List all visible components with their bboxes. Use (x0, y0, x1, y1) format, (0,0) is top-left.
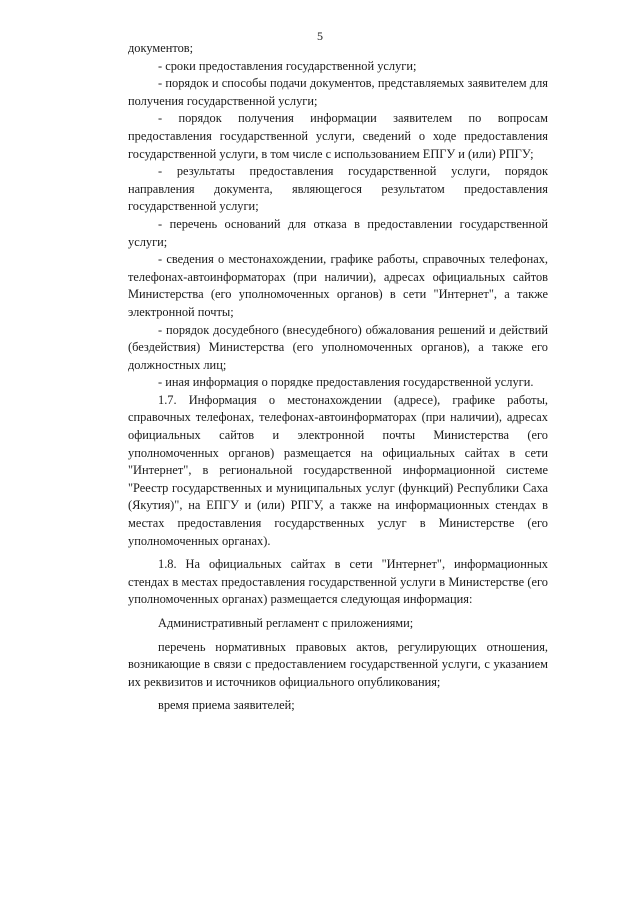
list-item-contact-info: - сведения о местонахождении, графике работы, справочных телефонах, телефонах-автоинформаторах (при наличии), адресах официальных сайтов Министерства (его уполномоченных органов) в сети "Интернет", а также электронной почты; (128, 252, 548, 319)
info-item-reception-time: время приема заявителей; (158, 698, 295, 713)
info-item-regulation: Административный регламент с приложениями; (158, 616, 414, 630)
list-item-other-information: - иная информация о порядке предоставления государственной услуги. (158, 375, 534, 390)
list-item-refusal-grounds: - перечень оснований для отказа в предоставлении государственной услуги; (128, 216, 548, 249)
page-number: 5 (317, 29, 323, 43)
section-1-8: 1.8. На официальных сайтах в сети "Интернет", информационных стендах в местах предоставления государственной услуги в Министерстве (его уполномоченных органах) размещается следующая информация: (128, 557, 548, 607)
paragraph-continuation: документов; (128, 41, 194, 55)
info-item-legal-acts: перечень нормативных правовых актов, регулирующих отношения, возникающие в связи с предоставлением государственной услуги, с указанием их реквизитов и источников официального опубликования; (128, 639, 548, 689)
list-item-submission-methods: - порядок и способы подачи документов, представляемых заявителем для получения государственной услуги; (128, 76, 548, 108)
list-item-information-procedure: - порядок получения информации заявителем по вопросам предоставления государственной услуги, сведений о ходе предоставления государственной услуги, в том числе с использованием ЕПГУ и (или) РПГУ; (128, 111, 548, 161)
list-item-results: - результаты предоставления государственной услуги, порядок направления документа, являющегося результатом предоставления государственной услуги; (128, 164, 548, 214)
list-item-deadlines: - сроки предоставления государственной услуги; (158, 58, 417, 73)
list-item-appeal-procedure: - порядок досудебного (внесудебного) обжалования решений и действий (бездействия) Министерства (его уполномоченных органов), а также его должностных лиц; (128, 322, 548, 372)
document-body (128, 40, 548, 715)
section-1-7: 1.7. Информация о местонахождении (адресе), графике работы, справочных телефонах, телефонах-автоинформаторах (при наличии), адресах официальных сайтов и электронной почты Министерства (его уполномоченных органов) размещается на официальных сайтах в сети "Интернет", в региональной государственной информационной системе "Реестр государственных и муниципальных услуг (функций) Республики Саха (Якутия)", на ЕПГУ и (или) РПГУ, а также на информационных стендах в местах предоставления государственных услуг в Министерстве (его уполномоченных органах). (128, 392, 548, 548)
